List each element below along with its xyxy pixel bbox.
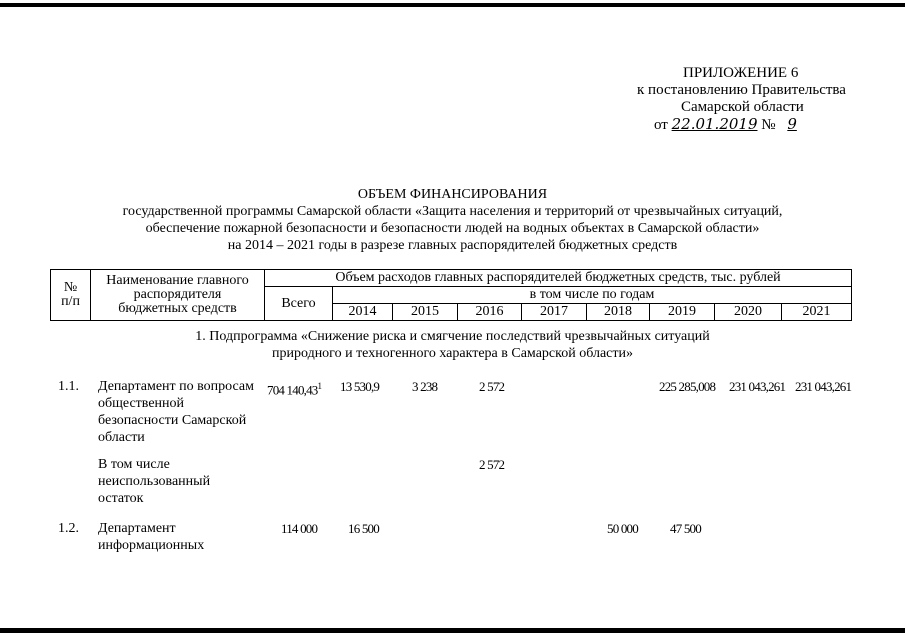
total-amount: 704 140,43 bbox=[267, 382, 318, 398]
department-name: В том числе неиспользованный остаток bbox=[98, 457, 211, 506]
bottom-border bbox=[0, 628, 905, 633]
subprogram-title-line2: природного и техногенного характера в Самарской области» bbox=[271, 346, 633, 361]
row-number: 1.1. bbox=[58, 379, 79, 394]
name-header-line1: Наименование главного bbox=[106, 273, 249, 288]
number-prefix: № bbox=[761, 117, 776, 133]
value-2019: 47 500 bbox=[670, 521, 701, 536]
appendix-region-label: Самарской области bbox=[681, 99, 804, 115]
year-header-2015: 2015 bbox=[393, 304, 458, 321]
value-2016: 2 572 bbox=[479, 457, 505, 472]
title-line-4: на 2014 – 2021 годы в разрезе главных распорядителей бюджетных средств bbox=[227, 238, 678, 253]
name-header-line3: бюджетных средств bbox=[118, 301, 237, 316]
subprogram-title: 1. Подпрограмма «Снижение риска и смягчение последствий чрезвычайных ситуаций bbox=[195, 329, 710, 344]
value-2015: 3 238 bbox=[412, 379, 438, 394]
total-value: 114 000 bbox=[281, 521, 318, 536]
department-name: Департамент по вопросам общественной безопасности Самарской области bbox=[98, 379, 254, 445]
top-border bbox=[0, 3, 905, 7]
year-header-2014: 2014 bbox=[333, 304, 393, 321]
by-years-header: в том числе по годам bbox=[333, 287, 852, 304]
value-2014: 16 500 bbox=[348, 521, 379, 536]
department-name: Департамент информационных bbox=[98, 521, 205, 553]
year-header-2017: 2017 bbox=[522, 304, 587, 321]
year-header-2020: 2020 bbox=[715, 304, 782, 321]
name-header bbox=[91, 270, 265, 321]
value-2020: 231 043,261 bbox=[729, 379, 786, 394]
total-value bbox=[267, 378, 321, 398]
volume-header: Объем расходов главных распорядителей бюджетных средств, тыс. рублей bbox=[265, 270, 852, 287]
value-2021: 231 043,261 bbox=[795, 379, 852, 394]
year-header-2018: 2018 bbox=[587, 304, 650, 321]
handwritten-date: 22.01.2019 bbox=[671, 115, 758, 133]
value-2016: 2 572 bbox=[479, 379, 505, 394]
appendix-date-line bbox=[654, 116, 805, 134]
title-line-2: государственной программы Самарской области «Защита населения и территорий от чрезвычайных ситуаций, bbox=[122, 204, 783, 219]
row-number: 1.2. bbox=[58, 521, 79, 536]
value-2019: 225 285,008 bbox=[659, 379, 716, 394]
appendix-decree-label: к постановлению Правительства bbox=[637, 82, 846, 98]
title-line-3: обеспечение пожарной безопасности и безопасности людей на водных объектах в Самарской области» bbox=[145, 221, 760, 236]
num-header bbox=[51, 270, 91, 321]
num-header-line2: п/п bbox=[61, 294, 80, 309]
handwritten-number: 9 bbox=[787, 115, 797, 133]
num-header-line1: № bbox=[63, 280, 78, 295]
value-2014: 13 530,9 bbox=[340, 379, 380, 394]
date-prefix: от bbox=[654, 117, 668, 133]
name-header-line2: распорядителя bbox=[133, 287, 222, 302]
total-header: Всего bbox=[265, 287, 333, 321]
year-header-2019: 2019 bbox=[650, 304, 715, 321]
appendix-label: ПРИЛОЖЕНИЕ 6 bbox=[683, 65, 799, 81]
value-2018: 50 000 bbox=[607, 521, 638, 536]
year-header-2016: 2016 bbox=[458, 304, 522, 321]
footnote-mark: 1 bbox=[317, 381, 322, 391]
financing-table-header bbox=[50, 269, 852, 321]
document-title: ОБЪЕМ ФИНАНСИРОВАНИЯ bbox=[357, 187, 548, 202]
year-header-2021: 2021 bbox=[782, 304, 852, 321]
